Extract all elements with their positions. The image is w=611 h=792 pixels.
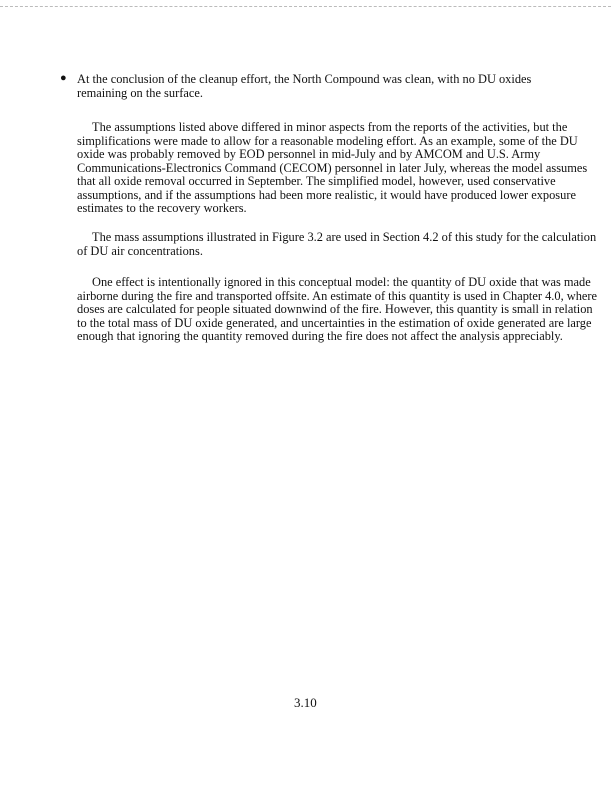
bullet-icon: ● bbox=[60, 72, 67, 84]
paragraph-line: The assumptions listed above differed in minor aspects from the reports of the activities, but the bbox=[92, 120, 568, 134]
paragraph-line: simplifications were made to allow for a reasonable modeling effort. As an example, some of the DU bbox=[77, 133, 578, 148]
paragraph-line: The mass assumptions illustrated in Figure 3.2 are used in Section 4.2 of this study for the calculation bbox=[92, 230, 597, 244]
page-number: 3.10 bbox=[294, 695, 317, 710]
scan-edge-artifact bbox=[0, 6, 611, 8]
paragraph-line: enough that ignoring the quantity removed during the fire does not affect the analysis appreciably. bbox=[77, 329, 563, 343]
bullet-text-line: At the conclusion of the cleanup effort, the North Compound was clean, with no DU oxides bbox=[77, 72, 532, 86]
paragraph-line: One effect is intentionally ignored in this conceptual model: the quantity of DU oxide that was made bbox=[92, 275, 591, 289]
bullet-text-line: remaining on the surface. bbox=[77, 86, 203, 100]
paragraph-line: that all oxide removal occurred in September. The simplified model, however, used conservative bbox=[77, 174, 556, 188]
paragraph-line: doses are calculated for people situated downwind of the fire. However, this quantity is small in relation bbox=[77, 302, 593, 316]
paragraph-line: assumptions, and if the assumptions had been more realistic, it would have produced lower exposure bbox=[77, 187, 576, 202]
paragraph-line: Communications-Electronics Command (CECOM) personnel in later July, whereas the model assumes bbox=[77, 160, 588, 175]
paragraph-line: of DU air concentrations. bbox=[77, 243, 203, 258]
paragraph-line: oxide was probably removed by EOD personnel in mid-July and by AMCOM and U.S. Army bbox=[77, 147, 541, 161]
paragraph-line: estimates to the recovery workers. bbox=[77, 201, 247, 215]
paragraph-line: airborne during the fire and transported offsite. An estimate of this quantity is used in Chapter 4.0, where bbox=[77, 288, 598, 303]
paragraph-line: to the total mass of DU oxide generated, and uncertainties in the estimation of oxide generated are large bbox=[77, 315, 592, 330]
